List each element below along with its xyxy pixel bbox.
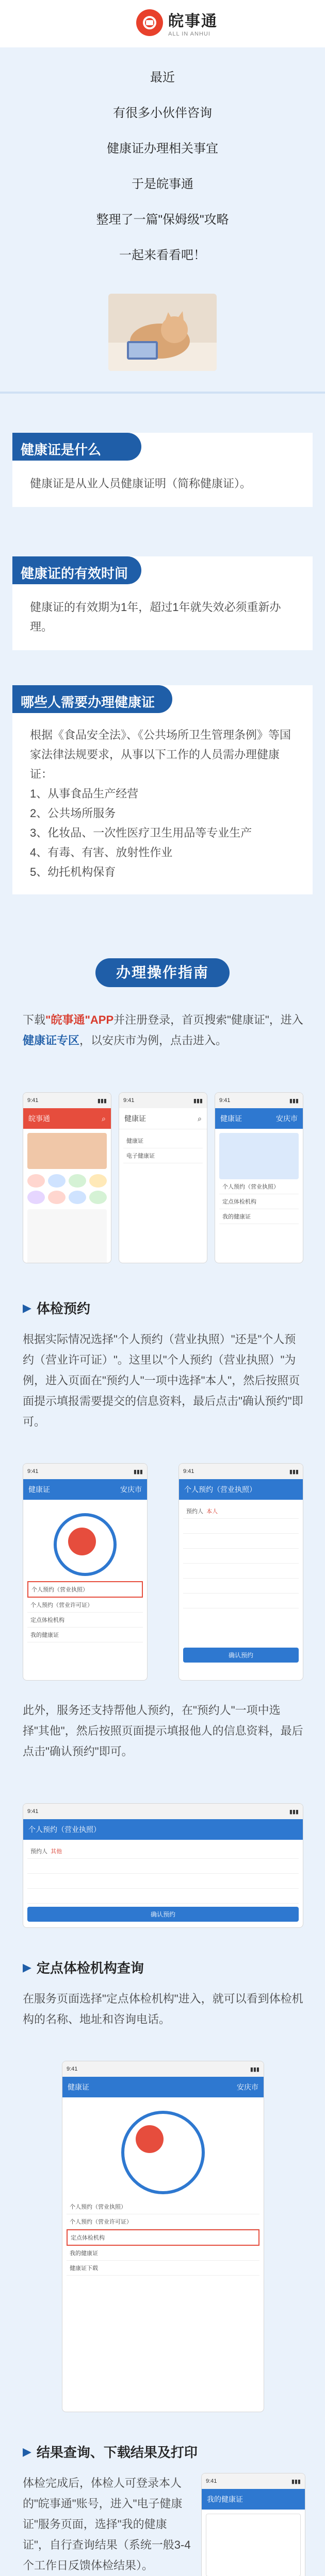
step-title-text: 定点体检机构查询 (36, 1960, 144, 1976)
menu-label: 定点体检机构 (71, 2235, 105, 2241)
section-title: 健康证是什么 (21, 442, 102, 457)
phone-content (119, 1129, 207, 1263)
form-label: 预约人 (186, 1509, 203, 1515)
app-icon[interactable] (89, 1191, 107, 1204)
guide-intro-text (23, 1010, 306, 1051)
phone-content (62, 2097, 264, 2280)
step-arrow-icon: ▶ (23, 2445, 31, 2458)
option-label: 定点体检机构 (30, 1617, 64, 1623)
phone-content (23, 1129, 111, 1263)
zone-banner (219, 1133, 299, 1179)
nav-title: 健康证 (28, 1485, 50, 1494)
brand-subtitle: ALL IN ANHUI (168, 31, 210, 37)
form-row[interactable] (27, 1889, 299, 1904)
section-body: 健康证的有效期为1年，超过1年就失效必须重新办理。 (30, 601, 281, 633)
brand-name: 皖事通 (168, 13, 218, 30)
status-bar (62, 2061, 264, 2077)
status-bar (23, 1093, 111, 1108)
signal-icon: ▮▮▮ (250, 2066, 259, 2073)
section-bar (12, 433, 141, 461)
step-body: 根据实际情况选择"个人预约（营业执照）"还是"个人预约（营业许可证）"。这里以"个人预约（营业执照）"为例，进入页面在"预约人"一项中选择"本人"，然后按照页面提示填报需要提交的信息资料，最后点击"确认预约"即可。 (23, 1333, 303, 1428)
menu-row[interactable] (67, 2261, 259, 2276)
search-icon: ⌕ (102, 1114, 106, 1123)
spacer (183, 1608, 299, 1645)
form-row-person[interactable] (27, 1844, 299, 1859)
menu-row[interactable] (219, 1194, 299, 1209)
my-cert-option[interactable] (27, 1628, 143, 1642)
section-body: 健康证是从业人员健康证明（简称健康证）。 (30, 477, 252, 490)
search-result[interactable] (123, 1133, 203, 1148)
app-icon[interactable] (27, 1191, 45, 1204)
nav-title: 个人预约（营业执照） (28, 1825, 101, 1834)
nav-city[interactable]: 安庆市 (120, 1485, 142, 1494)
phone-content (23, 1840, 303, 1926)
status-bar (119, 1093, 207, 1108)
app-icon[interactable] (48, 1174, 66, 1188)
time: 9:41 (206, 2478, 217, 2484)
menu-label: 定点体检机构 (222, 1199, 256, 1205)
option-label: 个人预约（营业执照） (31, 1587, 88, 1593)
signal-icon: ▮▮▮ (97, 1097, 107, 1104)
step-title-text: 结果查询、下载结果及打印 (36, 2445, 198, 2460)
form-row[interactable] (183, 1564, 299, 1579)
search-result[interactable] (123, 1148, 203, 1163)
step-title-reserve (23, 1298, 90, 1317)
app-icon[interactable] (69, 1191, 86, 1204)
step-title-org (23, 1958, 144, 1977)
form-label: 预约人 (30, 1849, 47, 1855)
section-card-validity (12, 584, 313, 650)
phone-content (23, 1500, 147, 1647)
health-emblem-icon (121, 2111, 205, 2194)
zone-link: 健康证专区 (23, 1034, 80, 1047)
nav-title: 皖事通 (28, 1114, 50, 1123)
phone-screenshot-reserve-other (23, 1803, 303, 1928)
brand-logo-icon (136, 9, 163, 36)
form-value: 其他 (51, 1849, 62, 1855)
nav-bar (179, 1479, 303, 1500)
result-label: 健康证 (126, 1138, 143, 1144)
section-title: 健康证的有效时间 (21, 566, 128, 581)
health-emblem-icon (54, 1513, 117, 1576)
status-bar (23, 1804, 303, 1819)
status-bar (202, 2473, 305, 2489)
form-value: 本人 (206, 1509, 218, 1515)
signal-icon: ▮▮▮ (289, 1808, 299, 1815)
cat-photo (108, 294, 217, 371)
top-bar (0, 0, 325, 47)
nav-bar (23, 1108, 111, 1129)
intro-line: 有很多小伙伴咨询 (113, 106, 212, 120)
guide-title: 办理操作指南 (116, 964, 209, 980)
confirm-reserve-button[interactable]: 确认预约 (27, 1907, 299, 1922)
section-header-validity (12, 556, 313, 584)
menu-row[interactable] (67, 2246, 259, 2261)
step-body: 在服务页面选择"定点体检机构"进入，就可以看到体检机构的名称、地址和咨询电话。 (23, 1992, 303, 2026)
text: 下载 (23, 1013, 46, 1026)
banner (27, 1133, 107, 1169)
time: 9:41 (27, 1468, 39, 1475)
who-item: 4、有毒、有害、放射性作业 (30, 846, 173, 859)
menu-label: 个人预约（营业执照） (70, 2204, 126, 2210)
step-body-2: 此外，服务还支持帮他人预约，在"预约人"一项中选择"其他"，然后按照页面提示填报他人的信息资料，最后点击"确认预约"即可。 (23, 1704, 303, 1758)
section-header-what (12, 433, 313, 461)
nav-city[interactable]: 安庆市 (237, 2083, 258, 2091)
option-label: 我的健康证 (30, 1632, 59, 1638)
form-row[interactable] (183, 1519, 299, 1534)
spacer (123, 1163, 203, 1263)
time: 9:41 (27, 1097, 39, 1104)
app-icon[interactable] (48, 1191, 66, 1204)
signal-icon: ▮▮▮ (193, 1097, 203, 1104)
time: 9:41 (67, 2066, 78, 2072)
status-bar (179, 1464, 303, 1479)
time: 9:41 (183, 1468, 194, 1475)
nav-city[interactable]: 安庆市 (276, 1114, 298, 1123)
section-bar (12, 556, 141, 584)
intro-line: 一起来看看吧！ (119, 248, 206, 262)
brand-text (168, 8, 218, 37)
form-row[interactable] (27, 1874, 299, 1889)
nav-title: 健康证 (220, 1114, 242, 1123)
app-icon[interactable] (27, 1174, 45, 1188)
intro (0, 67, 325, 280)
menu-label: 健康证下载 (70, 2265, 98, 2272)
phone-content (202, 2510, 305, 2576)
who-item: 5、幼托机构保育 (30, 866, 116, 878)
result-label: 电子健康证 (126, 1153, 155, 1159)
status-bar (23, 1464, 147, 1479)
search-icon[interactable]: ⌕ (198, 1114, 202, 1123)
time: 9:41 (123, 1097, 135, 1104)
nav-bar (23, 1479, 147, 1500)
form-row[interactable] (27, 1859, 299, 1874)
who-item: 3、化妆品、一次性医疗卫生用品等专业生产 (30, 826, 252, 839)
status-bar (215, 1093, 303, 1108)
reserve-personal-option[interactable] (27, 1581, 143, 1598)
app-icon[interactable] (89, 1174, 107, 1188)
section-bar (12, 685, 172, 713)
search-bar[interactable] (119, 1108, 207, 1129)
phone-screenshot-search (119, 1092, 207, 1263)
intro-line: 健康证办理相关事宜 (107, 142, 218, 156)
intro-line: 整理了一篇"保姆级"攻略 (96, 213, 229, 227)
fixed-org-option[interactable] (67, 2229, 259, 2246)
step-arrow-icon: ▶ (23, 1960, 31, 1974)
phone-screenshot-home (23, 1092, 111, 1263)
form-row[interactable] (183, 1549, 299, 1564)
cert-card[interactable] (206, 2514, 301, 2576)
signal-icon: ▮▮▮ (289, 1468, 299, 1475)
section-card-who (12, 713, 313, 894)
section-title: 哪些人需要办理健康证 (21, 694, 155, 710)
nav-bar (215, 1108, 303, 1129)
brand (136, 8, 218, 37)
phone-screenshot-zone (215, 1092, 303, 1263)
icon-grid (27, 1174, 107, 1204)
who-item: 1、从事食品生产经营 (30, 787, 139, 800)
app-name: "皖事通"APP (45, 1013, 114, 1026)
text: ，以安庆市为例，点击进入。 (79, 1034, 228, 1047)
reserve-license-option[interactable] (27, 1598, 143, 1613)
phone-screenshot-reserve-form (178, 1463, 303, 1681)
text: 并注册登录，首页搜索"健康证"，进入 (113, 1013, 303, 1026)
divider (0, 392, 325, 394)
section-header-who (12, 685, 313, 713)
nav-title: 我的健康证 (207, 2495, 243, 2503)
step-body: 体检完成后，体检人可登录本人的"皖事通"账号，进入"电子健康证"服务页面，选择"我的健康证"，自行查询结果（系统一般3-4个工作日反馈体检结果）。 (23, 2477, 191, 2572)
time: 9:41 (219, 1097, 231, 1104)
search-input[interactable]: 健康证 (124, 1114, 146, 1123)
option-label: 个人预约（营业许可证） (30, 1602, 93, 1608)
intro-line: 于是皖事通 (132, 177, 193, 191)
section-card-what (12, 461, 313, 507)
who-item: 2、公共场所服务 (30, 807, 116, 820)
confirm-reserve-button[interactable]: 确认预约 (183, 1648, 299, 1663)
menu-label: 我的健康证 (70, 2250, 98, 2257)
news-area (27, 1209, 107, 1263)
guide-header (95, 958, 230, 987)
nav-title: 健康证 (68, 2083, 89, 2091)
menu-row[interactable] (219, 1179, 299, 1194)
menu-label: 个人预约（营业执照） (222, 1184, 279, 1190)
phone-content (179, 1500, 303, 1667)
menu-row[interactable] (67, 2199, 259, 2214)
menu-row[interactable] (67, 2214, 259, 2229)
app-icon[interactable] (69, 1174, 86, 1188)
form-row-person[interactable] (183, 1504, 299, 1519)
phone-screenshot-reserve-select (23, 1463, 148, 1681)
intro-line: 最近 (150, 71, 175, 84)
phone-screenshot-mycert (201, 2473, 305, 2576)
form-row[interactable] (183, 1534, 299, 1549)
signal-icon: ▮▮▮ (291, 2478, 301, 2485)
menu-row[interactable] (219, 1209, 299, 1224)
step-arrow-icon: ▶ (23, 1301, 31, 1314)
nav-title: 个人预约（营业执照） (184, 1485, 256, 1494)
nav-bar (23, 1819, 303, 1840)
time: 9:41 (27, 1808, 39, 1815)
form-row[interactable] (183, 1579, 299, 1594)
nav-bar (62, 2077, 264, 2097)
step-title-text: 体检预约 (36, 1301, 90, 1316)
who-intro: 根据《食品安全法》、《公共场所卫生管理条例》等国家法律法规要求，从事以下工作的人员需办理健康证： (30, 728, 291, 781)
form-row[interactable] (183, 1594, 299, 1608)
menu-label: 我的健康证 (222, 1214, 251, 1220)
nav-bar (202, 2489, 305, 2510)
signal-icon: ▮▮▮ (133, 1468, 143, 1475)
signal-icon: ▮▮▮ (289, 1097, 299, 1104)
menu-label: 个人预约（营业许可证） (70, 2219, 132, 2225)
phone-content (215, 1129, 303, 1228)
step-title-result (23, 2442, 198, 2461)
phone-screenshot-org (62, 2061, 264, 2412)
fixed-org-option[interactable] (27, 1613, 143, 1628)
